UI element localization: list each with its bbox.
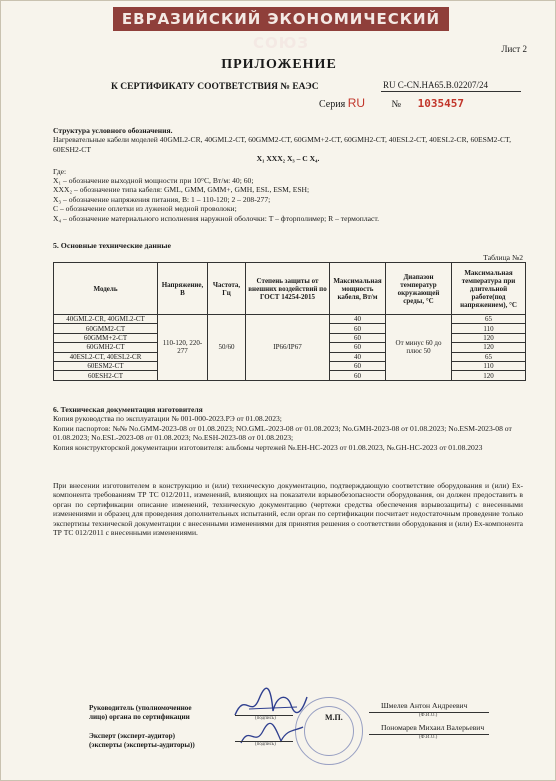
head-name: Шмелев Антон Андреевич bbox=[381, 701, 468, 710]
model-cell: 60GMM+2-CT bbox=[54, 333, 158, 342]
voltage-cell: 110-120, 220-277 bbox=[158, 315, 208, 381]
notice-paragraph: При внесении изготовителем в конструкцию и (или) техническую документацию, подтверждающую соответствие оборудования и (или) Ex-компонента требованиям ТР ТС 012/2011, изменений, влияющих на показатели взрывобезопасности оборудования, он должен предоставить в орган по сертификации описание изменений, техническую документацию (чертежи средства обеспечения взрывозащиты) с внесенными изменениями и образец для проведения дополнительных испытаний, если орган по сертификации посчитает недостаточным проведение только экспертизы технической документации с внесенными изменениями для принятия решения о соответствии оборудования и (или) Ex-компонента ТР ТС 012/2011 с внесенными изменениями. bbox=[53, 481, 523, 538]
model-cell: 60GMH2-CT bbox=[54, 343, 158, 352]
series-label: Серия bbox=[319, 99, 346, 110]
model-cell: 60ESH2-CT bbox=[54, 371, 158, 380]
column-header: Напряжение, В bbox=[158, 263, 208, 315]
section6-heading: 6. Техническая документация изготовителя bbox=[53, 405, 203, 414]
documentation-line: Копии паспортов: №№ No.GMM-2023-08 от 01.08.2023; NO.GML-2023-08 от 01.08.2023; No.GMH-2023-08 от 01.08.2023; No.ESM-2023-08 от 01.08.2023; No.ESL-2023-08 от 01.08.2023; No.ESH-2023-08 от 01.08.2023; bbox=[53, 423, 512, 443]
name-caption: (Ф.И.О.) bbox=[419, 713, 438, 718]
table-header-row bbox=[54, 263, 526, 315]
eaeu-banner: ЕВРАЗИЙСКИЙ ЭКОНОМИЧЕСКИЙ СОЮЗ bbox=[113, 7, 449, 31]
power-cell: 60 bbox=[330, 343, 386, 352]
max-temp-cell: 120 bbox=[452, 333, 526, 342]
frequency-cell: 50/60 bbox=[208, 315, 246, 381]
structure-formula: X₁ XXX₂ X₃ – C X₄. bbox=[256, 154, 320, 164]
power-cell: 40 bbox=[330, 352, 386, 361]
table-label: Таблица №2 bbox=[483, 253, 523, 262]
temp-range-cell: От минус 60 до плюс 50 bbox=[386, 315, 452, 381]
column-header: Диапазон температур окружающей среды, °С bbox=[386, 263, 452, 315]
signature-caption: (подпись) bbox=[255, 716, 276, 721]
expert-label-line: Эксперт (эксперт-аудитор) bbox=[89, 732, 175, 740]
series-row bbox=[319, 96, 464, 110]
model-cell: 60ESM2-CT bbox=[54, 361, 158, 370]
documentation-section bbox=[53, 405, 523, 452]
model-cell: 40ESL2-CT, 40ESL2-CR bbox=[54, 352, 158, 361]
model-cell: 60GMM2-CT bbox=[54, 324, 158, 333]
structure-models: Нагревательные кабели моделей 40GML2-CR, 40GML2-CT, 60GMM2-CT, 60GMM+2-CT, 60GMH2-CT, 40ESL2-CT, 40ESL2-CR, 60ESM2-CT, 60ESH2-CT bbox=[53, 135, 512, 154]
documentation-line: Копия руководства по эксплуатации № 001-000-2023.РЭ от 01.08.2023; bbox=[53, 414, 282, 424]
cert-number-underline bbox=[381, 91, 521, 92]
certificate-number: RU C-CN.НА65.В.02207/24 bbox=[383, 80, 489, 90]
expert-label-line: (эксперты (эксперты-аудиторы)) bbox=[89, 740, 195, 749]
sheet-number: Лист 2 bbox=[501, 44, 527, 54]
head-label-line: Руководитель (уполномоченное bbox=[89, 704, 192, 712]
structure-line: X₃ – обозначение напряжения питания, В: 1 – 110-120; 2 – 208-277; bbox=[53, 194, 271, 204]
power-cell: 40 bbox=[330, 315, 386, 324]
model-cell: 40GML2-CR, 40GML2-CT bbox=[54, 315, 158, 324]
expert-label bbox=[89, 732, 195, 749]
column-header: Частота, Гц bbox=[208, 263, 246, 315]
max-temp-cell: 65 bbox=[452, 315, 526, 324]
protection-cell: IP66/IP67 bbox=[246, 315, 330, 381]
series-value: RU bbox=[347, 96, 366, 110]
stamp-label: М.П. bbox=[325, 713, 343, 722]
number-label: № bbox=[391, 99, 402, 110]
structure-section bbox=[53, 126, 523, 223]
section5-heading: 5. Основные технические данные bbox=[53, 241, 171, 250]
page-title: ПРИЛОЖЕНИЕ bbox=[221, 57, 337, 72]
column-header: Модель bbox=[54, 263, 158, 315]
max-temp-cell: 120 bbox=[452, 371, 526, 380]
structure-line: X₁ – обозначение выходной мощности при 10°С, Вт/м: 40; 60; bbox=[53, 176, 254, 186]
max-temp-cell: 110 bbox=[452, 324, 526, 333]
column-header: Степень защиты от внешних воздействий по ГОСТ 14254-2015 bbox=[246, 263, 330, 315]
structure-line: C – обозначение оплетки из луженой медной проволоки; bbox=[53, 204, 237, 214]
power-cell: 60 bbox=[330, 371, 386, 380]
structure-heading: Структура условного обозначения. bbox=[53, 126, 173, 135]
name-caption: (Ф.И.О.) bbox=[419, 735, 438, 740]
head-label-line: лицо) органа по сертификации bbox=[89, 712, 190, 721]
documentation-line: Копия конструкторской документации изготовителя: альбомы чертежей №.EH-HC-2023 от 01.08.2023, №.GH-HC-2023 от 01.08.2023 bbox=[53, 442, 483, 452]
max-temp-cell: 120 bbox=[452, 343, 526, 352]
table-row bbox=[54, 315, 526, 324]
column-header: Максимальная мощность кабеля, Вт/м bbox=[330, 263, 386, 315]
max-temp-cell: 110 bbox=[452, 361, 526, 370]
power-cell: 60 bbox=[330, 361, 386, 370]
power-cell: 60 bbox=[330, 324, 386, 333]
max-temp-cell: 65 bbox=[452, 352, 526, 361]
head-label bbox=[89, 704, 192, 721]
expert-name: Пономарев Михаил Валерьевич bbox=[381, 723, 485, 732]
page-subtitle: К СЕРТИФИКАТУ СООТВЕТСТВИЯ № ЕАЭС bbox=[111, 82, 319, 92]
structure-where: Где: bbox=[53, 166, 67, 176]
signature-caption: (подпись) bbox=[255, 742, 276, 747]
power-cell: 60 bbox=[330, 333, 386, 342]
structure-line: X₄ – обозначение материального исполнения наружной оболочки: T – фторполимер; R – термопласт. bbox=[53, 213, 380, 223]
structure-line: XXX₂ – обозначение типа кабеля: GML, GMM, GMM+, GMH, ESL, ESM, ESH; bbox=[53, 185, 310, 195]
form-number: 1035457 bbox=[417, 97, 464, 110]
column-header: Максимальная температура при длительной работе(под напряжением), °С bbox=[452, 263, 526, 315]
technical-data-table bbox=[53, 262, 526, 381]
